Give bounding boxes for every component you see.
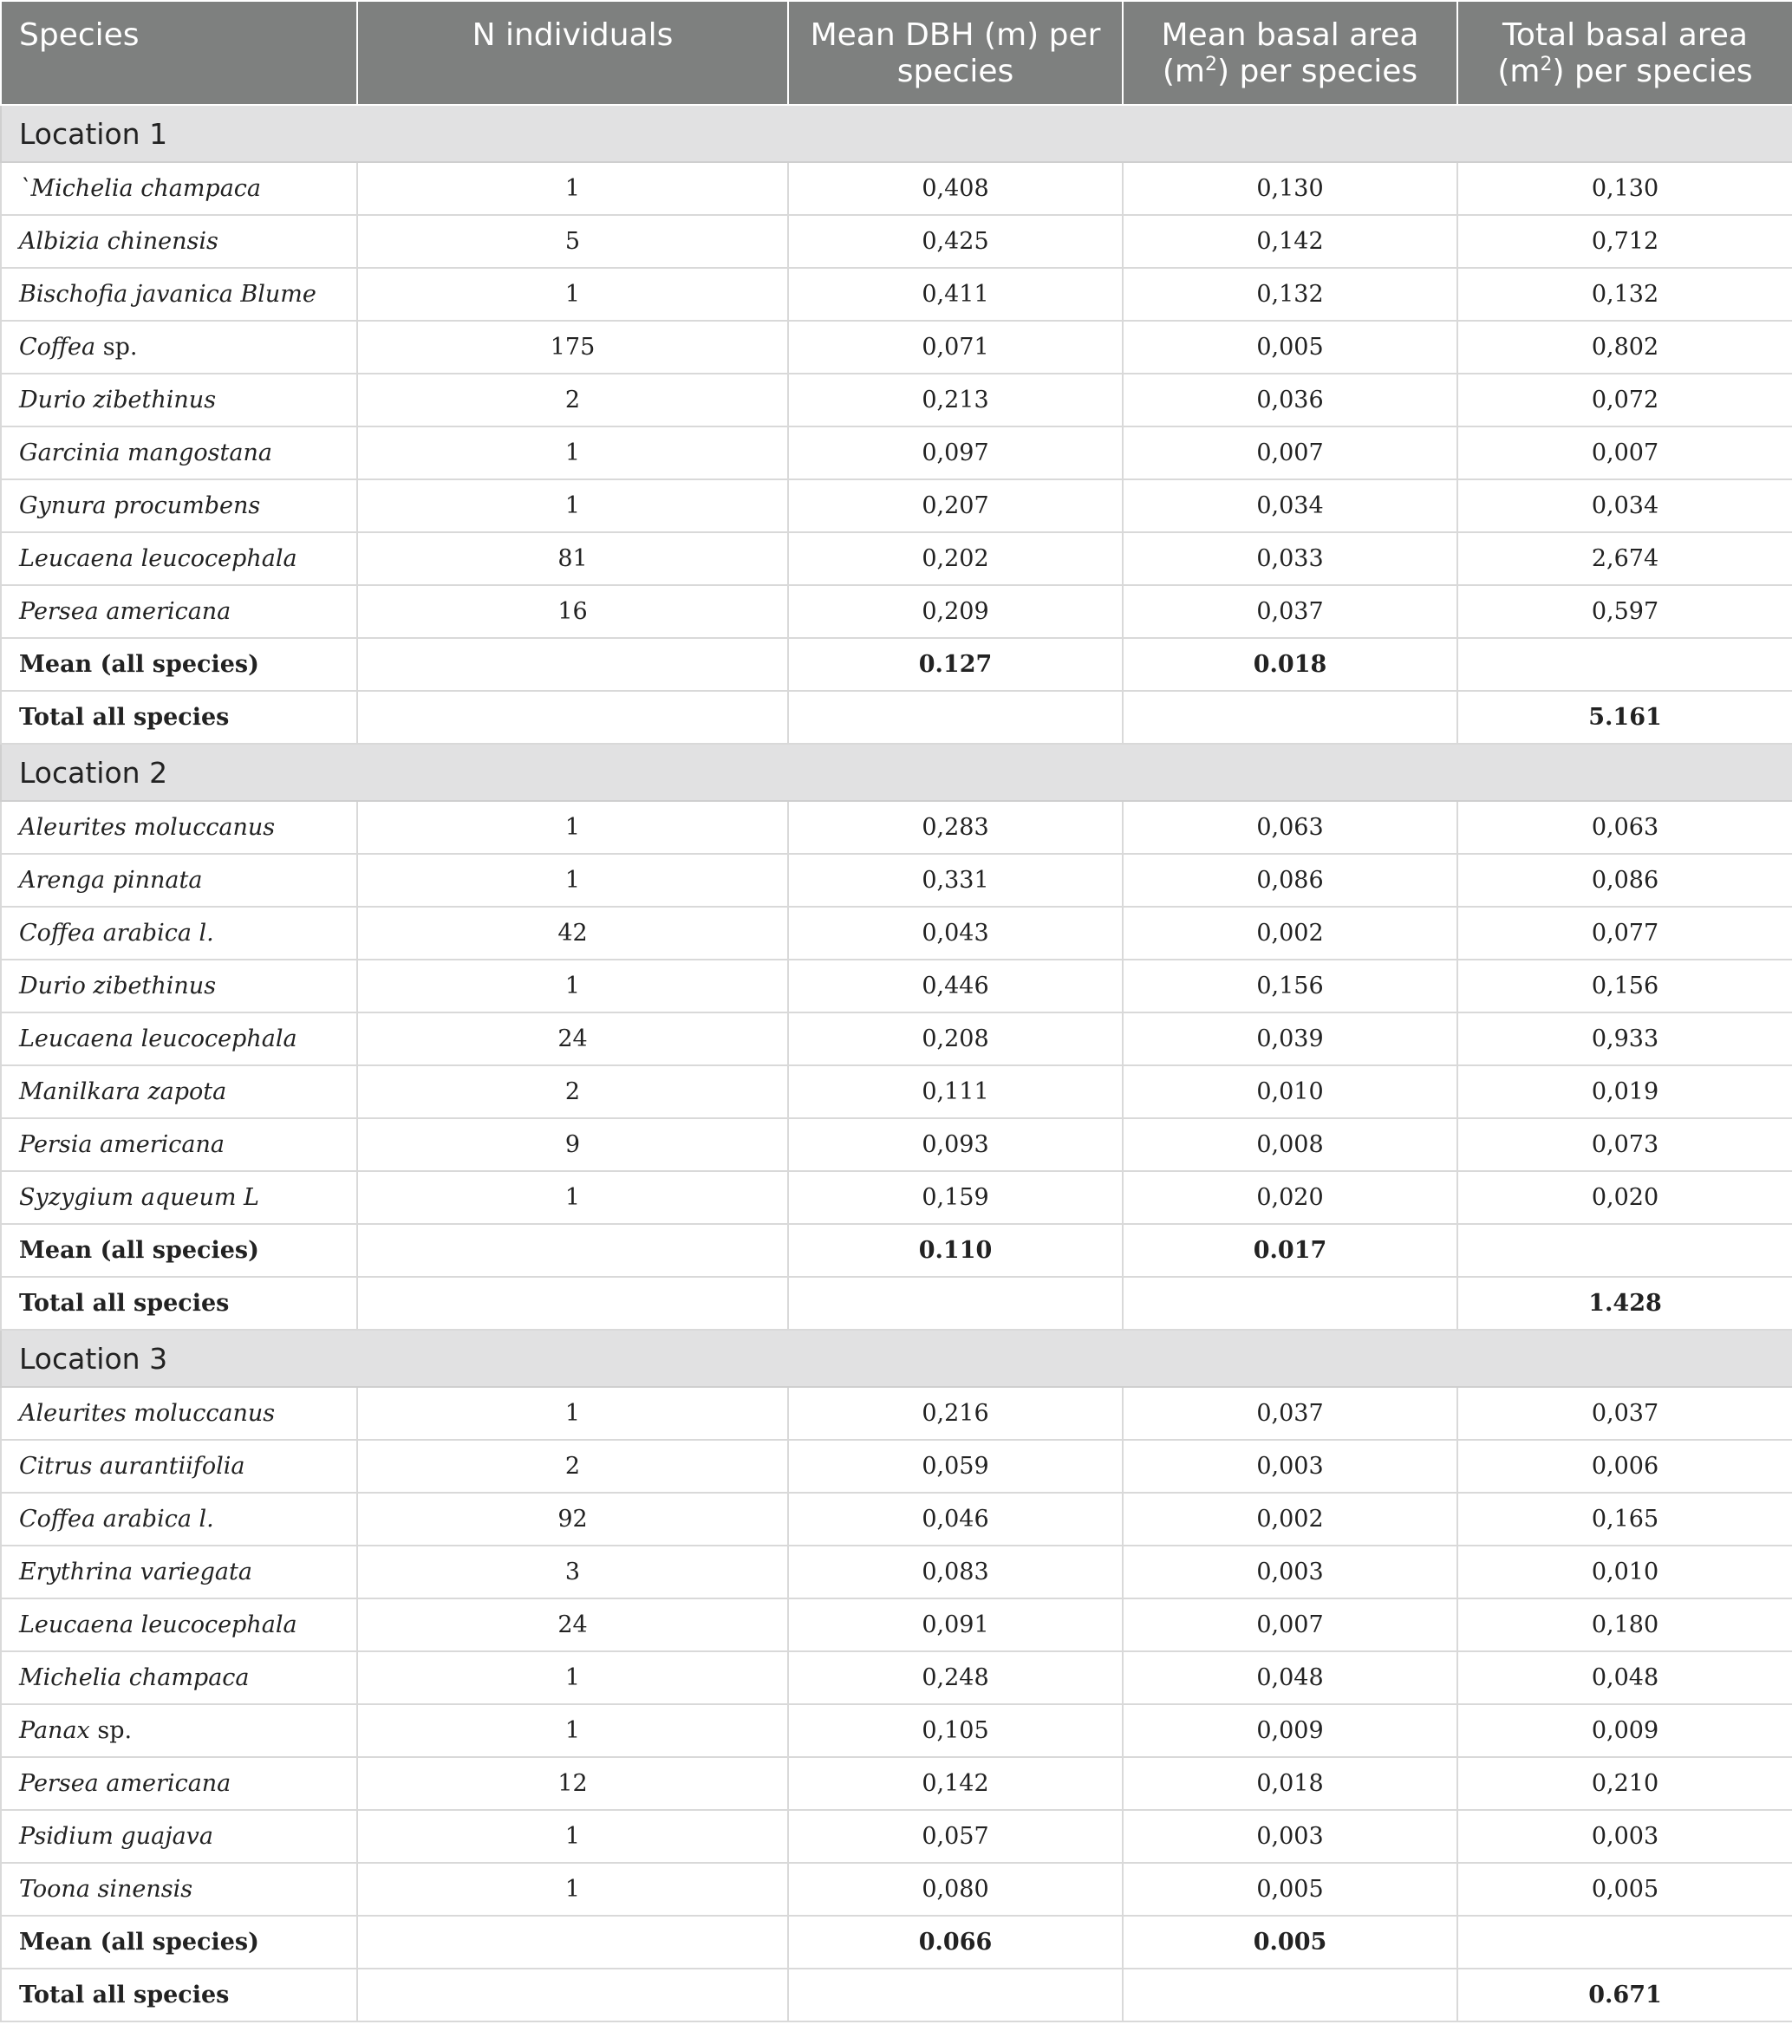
total-basal-area-cell: 0,156 xyxy=(1457,960,1792,1012)
table-row xyxy=(1,268,1792,321)
total-basal-area-cell: 0,165 xyxy=(1457,1493,1792,1546)
location-label: Location 3 xyxy=(1,1330,1792,1387)
mean-basal-area-value: 0.017 xyxy=(1123,1224,1457,1277)
mean-n-cell xyxy=(357,1224,788,1277)
mean-dbh-cell: 0,071 xyxy=(788,321,1123,374)
species-name: Coffea arabica l. xyxy=(19,920,214,947)
species-cell xyxy=(1,1118,357,1171)
n-individuals-cell: 1 xyxy=(357,801,788,854)
n-individuals-cell: 1 xyxy=(357,960,788,1012)
mean-basal-area-cell: 0,142 xyxy=(1123,215,1457,268)
header-total-basal-area-post: ) per species xyxy=(1552,54,1753,89)
mean-basal-area-value: 0.005 xyxy=(1123,1916,1457,1969)
location-header-row xyxy=(1,744,1792,801)
species-cell xyxy=(1,479,357,532)
total-basal-area-cell: 0,086 xyxy=(1457,854,1792,907)
total-dbh-cell xyxy=(788,1969,1123,2021)
mean-label: Mean (all species) xyxy=(1,1916,357,1969)
header-mean-basal-area xyxy=(1123,1,1457,105)
total-basal-area-cell: 0,063 xyxy=(1457,801,1792,854)
total-basal-area-cell: 0,003 xyxy=(1457,1810,1792,1863)
species-name: Gynura procumbens xyxy=(19,492,261,519)
mean-basal-area-cell: 0,156 xyxy=(1123,960,1457,1012)
mean-dbh-cell: 0,446 xyxy=(788,960,1123,1012)
total-row xyxy=(1,1277,1792,1330)
n-individuals-cell: 2 xyxy=(357,374,788,426)
table-row xyxy=(1,1065,1792,1118)
species-cell xyxy=(1,374,357,426)
mean-dbh-cell: 0,105 xyxy=(788,1704,1123,1757)
mean-row xyxy=(1,638,1792,691)
species-cell xyxy=(1,1810,357,1863)
mean-total-cell xyxy=(1457,1916,1792,1969)
mean-basal-area-cell: 0,130 xyxy=(1123,162,1457,215)
total-label: Total all species xyxy=(1,691,357,744)
mean-basal-area-cell: 0,063 xyxy=(1123,801,1457,854)
mean-basal-area-cell: 0,132 xyxy=(1123,268,1457,321)
n-individuals-cell: 16 xyxy=(357,585,788,638)
mean-dbh-cell: 0,411 xyxy=(788,268,1123,321)
table-row xyxy=(1,1757,1792,1810)
mean-basal-area-cell: 0,036 xyxy=(1123,374,1457,426)
mean-basal-area-cell: 0,039 xyxy=(1123,1012,1457,1065)
total-label: Total all species xyxy=(1,1969,357,2021)
species-cell xyxy=(1,854,357,907)
mean-basal-area-cell: 0,033 xyxy=(1123,532,1457,585)
n-individuals-cell: 1 xyxy=(357,1863,788,1916)
mean-dbh-cell: 0,159 xyxy=(788,1171,1123,1224)
total-basal-area-cell: 0,077 xyxy=(1457,907,1792,960)
total-dbh-cell xyxy=(788,1277,1123,1330)
n-individuals-cell: 1 xyxy=(357,854,788,907)
table-row xyxy=(1,1012,1792,1065)
species-cell xyxy=(1,907,357,960)
n-individuals-cell: 24 xyxy=(357,1012,788,1065)
header-n-individuals: N individuals xyxy=(357,1,788,105)
table-row xyxy=(1,374,1792,426)
mean-dbh-value: 0.110 xyxy=(788,1224,1123,1277)
species-name: Psidium guajava xyxy=(19,1823,214,1850)
mean-basal-area-cell: 0,005 xyxy=(1123,1863,1457,1916)
mean-basal-area-cell: 0,086 xyxy=(1123,854,1457,907)
species-name: Persia americana xyxy=(19,1131,225,1158)
mean-basal-area-cell: 0,018 xyxy=(1123,1757,1457,1810)
table-row xyxy=(1,1598,1792,1651)
table-row xyxy=(1,1387,1792,1440)
mean-basal-area-cell: 0,020 xyxy=(1123,1171,1457,1224)
n-individuals-cell: 12 xyxy=(357,1757,788,1810)
mean-basal-area-cell: 0,007 xyxy=(1123,1598,1457,1651)
mean-basal-area-cell: 0,037 xyxy=(1123,585,1457,638)
species-cell xyxy=(1,215,357,268)
total-label: Total all species xyxy=(1,1277,357,1330)
mean-basal-area-cell: 0,008 xyxy=(1123,1118,1457,1171)
total-basal-area-cell: 0,802 xyxy=(1457,321,1792,374)
mean-total-cell xyxy=(1457,638,1792,691)
header-row xyxy=(1,1,1792,105)
total-n-cell xyxy=(357,1277,788,1330)
species-cell xyxy=(1,162,357,215)
n-individuals-cell: 42 xyxy=(357,907,788,960)
mean-dbh-cell: 0,207 xyxy=(788,479,1123,532)
species-name: Syzygium aqueum L xyxy=(19,1184,259,1211)
n-individuals-cell: 1 xyxy=(357,1704,788,1757)
mean-dbh-cell: 0,059 xyxy=(788,1440,1123,1493)
n-individuals-cell: 5 xyxy=(357,215,788,268)
mean-dbh-cell: 0,216 xyxy=(788,1387,1123,1440)
total-basal-area-cell: 0,073 xyxy=(1457,1118,1792,1171)
mean-dbh-cell: 0,097 xyxy=(788,426,1123,479)
total-basal-area-cell: 0,210 xyxy=(1457,1757,1792,1810)
species-suffix: sp. xyxy=(89,1717,133,1744)
table-row xyxy=(1,1651,1792,1704)
species-cell xyxy=(1,585,357,638)
mean-dbh-cell: 0,209 xyxy=(788,585,1123,638)
mean-dbh-value: 0.127 xyxy=(788,638,1123,691)
location-header-row xyxy=(1,1330,1792,1387)
header-total-basal-area xyxy=(1457,1,1792,105)
total-basal-area-value: 5.161 xyxy=(1457,691,1792,744)
n-individuals-cell: 1 xyxy=(357,1387,788,1440)
species-name: Leucaena leucocephala xyxy=(19,1025,297,1052)
table-row xyxy=(1,162,1792,215)
mean-dbh-cell: 0,142 xyxy=(788,1757,1123,1810)
total-mba-cell xyxy=(1123,1277,1457,1330)
table-row xyxy=(1,532,1792,585)
mean-basal-area-cell: 0,003 xyxy=(1123,1810,1457,1863)
species-name: Albizia chinensis xyxy=(19,228,218,255)
header-total-basal-area-pre: Total basal area (m xyxy=(1497,17,1748,89)
table-row xyxy=(1,1118,1792,1171)
n-individuals-cell: 1 xyxy=(357,479,788,532)
table-row xyxy=(1,801,1792,854)
mean-dbh-cell: 0,408 xyxy=(788,162,1123,215)
n-individuals-cell: 1 xyxy=(357,1651,788,1704)
mean-dbh-cell: 0,111 xyxy=(788,1065,1123,1118)
total-mba-cell xyxy=(1123,1969,1457,2021)
location-label: Location 2 xyxy=(1,744,1792,801)
mean-dbh-cell: 0,425 xyxy=(788,215,1123,268)
header-total-basal-area-sup: 2 xyxy=(1540,54,1553,75)
total-dbh-cell xyxy=(788,691,1123,744)
n-individuals-cell: 1 xyxy=(357,1171,788,1224)
n-individuals-cell: 1 xyxy=(357,162,788,215)
species-cell xyxy=(1,1546,357,1598)
n-individuals-cell: 1 xyxy=(357,1810,788,1863)
species-name: `Michelia champaca xyxy=(19,175,262,202)
total-basal-area-cell: 0,005 xyxy=(1457,1863,1792,1916)
n-individuals-cell: 3 xyxy=(357,1546,788,1598)
mean-row xyxy=(1,1916,1792,1969)
total-basal-area-value: 0.671 xyxy=(1457,1969,1792,2021)
mean-dbh-cell: 0,331 xyxy=(788,854,1123,907)
header-mean-basal-area-sup: 2 xyxy=(1204,54,1217,75)
total-basal-area-cell: 0,933 xyxy=(1457,1012,1792,1065)
species-name: Bischofia javanica Blume xyxy=(19,281,316,308)
table-row xyxy=(1,426,1792,479)
species-name: Arenga pinnata xyxy=(19,867,203,894)
total-basal-area-cell: 0,020 xyxy=(1457,1171,1792,1224)
species-name: Panax xyxy=(19,1717,90,1744)
table-row xyxy=(1,585,1792,638)
n-individuals-cell: 2 xyxy=(357,1065,788,1118)
species-name: Persea americana xyxy=(19,598,231,625)
header-mean-basal-area-pre: Mean basal area (m xyxy=(1161,17,1419,89)
location-label: Location 1 xyxy=(1,105,1792,162)
mean-total-cell xyxy=(1457,1224,1792,1277)
mean-dbh-cell: 0,202 xyxy=(788,532,1123,585)
table-row xyxy=(1,1440,1792,1493)
total-basal-area-cell: 0,132 xyxy=(1457,268,1792,321)
table-row xyxy=(1,1546,1792,1598)
mean-dbh-cell: 0,046 xyxy=(788,1493,1123,1546)
species-cell xyxy=(1,1704,357,1757)
species-name: Leucaena leucocephala xyxy=(19,545,297,572)
total-basal-area-cell: 0,010 xyxy=(1457,1546,1792,1598)
species-cell xyxy=(1,1171,357,1224)
species-name: Aleurites moluccanus xyxy=(19,1400,276,1427)
species-cell xyxy=(1,1065,357,1118)
mean-dbh-value: 0.066 xyxy=(788,1916,1123,1969)
table-row xyxy=(1,479,1792,532)
mean-dbh-cell: 0,208 xyxy=(788,1012,1123,1065)
species-name: Coffea arabica l. xyxy=(19,1506,214,1533)
species-name: Manilkara zapota xyxy=(19,1078,227,1105)
mean-dbh-cell: 0,283 xyxy=(788,801,1123,854)
species-cell xyxy=(1,1440,357,1493)
species-name: Garcinia mangostana xyxy=(19,439,272,466)
table-row xyxy=(1,1810,1792,1863)
total-n-cell xyxy=(357,691,788,744)
total-basal-area-cell: 0,006 xyxy=(1457,1440,1792,1493)
mean-basal-area-cell: 0,005 xyxy=(1123,321,1457,374)
species-cell xyxy=(1,426,357,479)
mean-label: Mean (all species) xyxy=(1,1224,357,1277)
species-cell xyxy=(1,321,357,374)
total-row xyxy=(1,691,1792,744)
mean-dbh-cell: 0,057 xyxy=(788,1810,1123,1863)
species-cell xyxy=(1,532,357,585)
header-mean-basal-area-post: ) per species xyxy=(1216,54,1418,89)
species-name: Erythrina variegata xyxy=(19,1559,252,1585)
mean-n-cell xyxy=(357,1916,788,1969)
table-row xyxy=(1,960,1792,1012)
mean-dbh-cell: 0,248 xyxy=(788,1651,1123,1704)
species-name: Toona sinensis xyxy=(19,1876,193,1903)
species-name: Coffea xyxy=(19,334,96,361)
table-header xyxy=(1,1,1792,105)
species-cell xyxy=(1,1598,357,1651)
header-species: Species xyxy=(1,1,357,105)
n-individuals-cell: 1 xyxy=(357,268,788,321)
mean-basal-area-cell: 0,037 xyxy=(1123,1387,1457,1440)
mean-dbh-cell: 0,083 xyxy=(788,1546,1123,1598)
location-header-row xyxy=(1,105,1792,162)
total-basal-area-cell: 2,674 xyxy=(1457,532,1792,585)
mean-dbh-cell: 0,093 xyxy=(788,1118,1123,1171)
total-basal-area-cell: 0,037 xyxy=(1457,1387,1792,1440)
total-basal-area-cell: 0,130 xyxy=(1457,162,1792,215)
total-mba-cell xyxy=(1123,691,1457,744)
mean-dbh-cell: 0,213 xyxy=(788,374,1123,426)
total-basal-area-cell: 0,072 xyxy=(1457,374,1792,426)
mean-row xyxy=(1,1224,1792,1277)
species-name: Aleurites moluccanus xyxy=(19,814,276,841)
n-individuals-cell: 175 xyxy=(357,321,788,374)
table-row xyxy=(1,1863,1792,1916)
mean-n-cell xyxy=(357,638,788,691)
table-row xyxy=(1,215,1792,268)
mean-basal-area-cell: 0,003 xyxy=(1123,1546,1457,1598)
table-body xyxy=(1,105,1792,2021)
total-basal-area-cell: 0,019 xyxy=(1457,1065,1792,1118)
species-cell xyxy=(1,1651,357,1704)
total-basal-area-cell: 0,034 xyxy=(1457,479,1792,532)
header-mean-dbh: Mean DBH (m) per species xyxy=(788,1,1123,105)
species-cell xyxy=(1,268,357,321)
species-name: Durio zibethinus xyxy=(19,973,217,999)
mean-basal-area-cell: 0,034 xyxy=(1123,479,1457,532)
n-individuals-cell: 81 xyxy=(357,532,788,585)
mean-label: Mean (all species) xyxy=(1,638,357,691)
total-basal-area-cell: 0,180 xyxy=(1457,1598,1792,1651)
mean-dbh-cell: 0,080 xyxy=(788,1863,1123,1916)
n-individuals-cell: 2 xyxy=(357,1440,788,1493)
species-cell xyxy=(1,1493,357,1546)
table-row xyxy=(1,1171,1792,1224)
species-name: Durio zibethinus xyxy=(19,387,217,413)
species-cell xyxy=(1,801,357,854)
table-row xyxy=(1,854,1792,907)
species-cell xyxy=(1,960,357,1012)
mean-basal-area-cell: 0,007 xyxy=(1123,426,1457,479)
n-individuals-cell: 92 xyxy=(357,1493,788,1546)
species-cell xyxy=(1,1387,357,1440)
total-n-cell xyxy=(357,1969,788,2021)
mean-dbh-cell: 0,091 xyxy=(788,1598,1123,1651)
table-row xyxy=(1,907,1792,960)
n-individuals-cell: 9 xyxy=(357,1118,788,1171)
mean-basal-area-value: 0.018 xyxy=(1123,638,1457,691)
mean-basal-area-cell: 0,003 xyxy=(1123,1440,1457,1493)
species-suffix: sp. xyxy=(95,334,138,361)
mean-basal-area-cell: 0,002 xyxy=(1123,907,1457,960)
mean-basal-area-cell: 0,002 xyxy=(1123,1493,1457,1546)
n-individuals-cell: 24 xyxy=(357,1598,788,1651)
species-cell xyxy=(1,1757,357,1810)
total-basal-area-cell: 0,712 xyxy=(1457,215,1792,268)
species-name: Persea americana xyxy=(19,1770,231,1797)
total-basal-area-cell: 0,597 xyxy=(1457,585,1792,638)
total-basal-area-cell: 0,007 xyxy=(1457,426,1792,479)
total-basal-area-value: 1.428 xyxy=(1457,1277,1792,1330)
species-cell xyxy=(1,1863,357,1916)
total-basal-area-cell: 0,048 xyxy=(1457,1651,1792,1704)
table-row xyxy=(1,1493,1792,1546)
mean-basal-area-cell: 0,009 xyxy=(1123,1704,1457,1757)
total-row xyxy=(1,1969,1792,2021)
species-name: Citrus aurantiifolia xyxy=(19,1453,245,1480)
mean-dbh-cell: 0,043 xyxy=(788,907,1123,960)
mean-basal-area-cell: 0,010 xyxy=(1123,1065,1457,1118)
species-cell xyxy=(1,1012,357,1065)
species-name: Michelia champaca xyxy=(19,1664,250,1691)
n-individuals-cell: 1 xyxy=(357,426,788,479)
total-basal-area-cell: 0,009 xyxy=(1457,1704,1792,1757)
mean-basal-area-cell: 0,048 xyxy=(1123,1651,1457,1704)
table-row xyxy=(1,321,1792,374)
table-row xyxy=(1,1704,1792,1757)
species-name: Leucaena leucocephala xyxy=(19,1611,297,1638)
